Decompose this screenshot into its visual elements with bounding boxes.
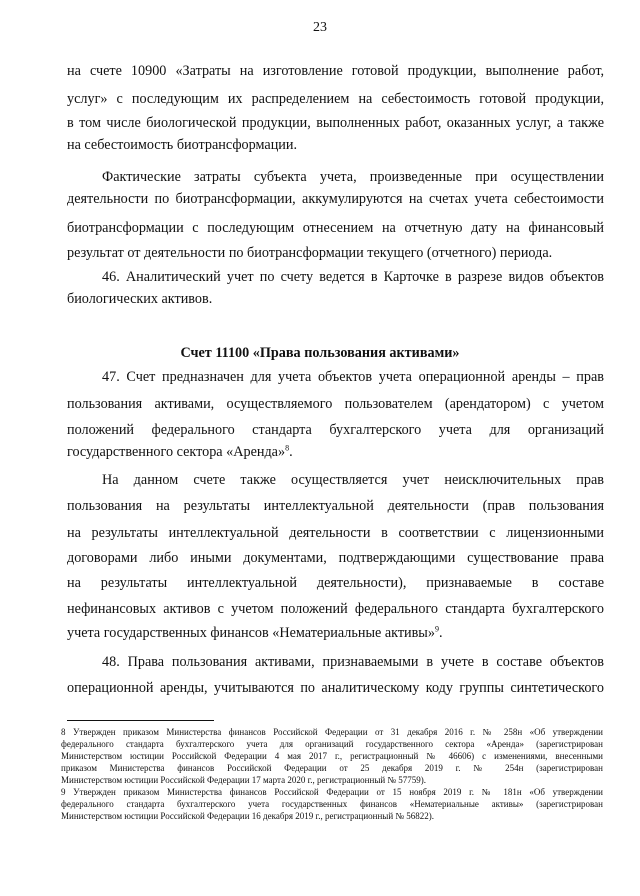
section-heading: Счет 11100 «Права пользования активами» (180, 345, 460, 361)
text-line: на счете 10900 «Затраты на изготовление готовой продукции, выполнение работ, (67, 63, 604, 79)
footnote-line: приказом Министерства финансов Российской Федерации от 25 декабря 2019 г. № 254н (зарегистрирован (61, 763, 603, 773)
text-line: в том числе биологической продукции, выполненных работ, оказанных услуг, а также (67, 115, 604, 131)
text-line: пользования на результаты интеллектуальной деятельности (прав пользования (67, 498, 604, 514)
footnote-ref-9-trailing: . (438, 625, 443, 641)
footnote-line: Министерством юстиции Российской Федерации 16 декабря 2019 г., регистрационный № 56822). (61, 811, 434, 821)
text-line: на результаты интеллектуальной деятельности в соответствии с лицензионными (67, 525, 604, 541)
page-number: 23 (313, 20, 327, 35)
text-line: нефинансовых активов с учетом положений федерального стандарта бухгалтерского (67, 601, 604, 617)
footnote-line: Министерством юстиции Российской Федерации 17 марта 2020 г., регистрационный № 57759). (61, 775, 427, 785)
text-line: договорами либо иными документами, подтверждающими существование права (67, 550, 604, 566)
footnote-ref-8-trailing: . (289, 444, 293, 460)
text-line: 46. Аналитический учет по счету ведется в Карточке в разрезе видов объектов (102, 269, 604, 285)
footnote-line: Министерством юстиции Российской Федерации 4 мая 2017 г., регистрационный № 46606) с изменениями, внесенными (61, 751, 603, 761)
text-line: пользования активами, осуществляемого пользователем (арендатором) с учетом (67, 396, 604, 412)
text-line: деятельности по биотрансформации, аккумулируются на счетах учета себестоимости (67, 191, 604, 207)
text-line: услуг» с последующим их распределением на себестоимость готовой продукции, (67, 91, 604, 107)
footnote-line: федерального стандарта бухгалтерского учета для организаций государственного сектора «Аренда» (зарегистрирован (61, 739, 603, 749)
text-line: 48. Права пользования активами, признаваемыми в учете в составе объектов (102, 654, 604, 670)
footnote-line: 9 Утвержден приказом Министерства финансов Российской Федерации от 15 ноября 2019 г. № 181н «Об утверждении (61, 787, 603, 797)
text-line: биотрансформации с последующим отнесением на отчетную дату на финансовый (67, 220, 604, 236)
footnote-line: федерального стандарта бухгалтерского учета государственных финансов «Нематериальные активы» (зарегистрирован (61, 799, 603, 809)
text-line: Фактические затраты субъекта учета, произведенные при осуществлении (102, 169, 604, 185)
footnote-separator (67, 720, 214, 721)
text-line: результат от деятельности по биотрансформации текущего (отчетного) периода. (67, 245, 553, 261)
footnote-line: 8 Утвержден приказом Министерства финансов Российской Федерации от 31 декабря 2016 г. № 258н «Об утверждении (61, 727, 603, 737)
footnote-ref-9: 9 (434, 624, 439, 634)
text-line (67, 624, 604, 642)
text-line: положений федерального стандарта бухгалтерского учета для организаций (67, 422, 604, 438)
text-line: на результаты интеллектуальной деятельности), признаваемые в составе (67, 575, 604, 591)
text-line: На данном счете также осуществляется учет неисключительных прав (102, 472, 604, 488)
text-line: на себестоимость биотрансформации. (67, 137, 298, 153)
text-line (67, 443, 604, 461)
text-line: операционной аренды, учитываются по аналитическому коду группы синтетического (67, 680, 604, 696)
text-line-content: государственного сектора «Аренда» (67, 444, 286, 460)
footnote-ref-8: 8 (285, 443, 290, 453)
text-line: биологических активов. (67, 291, 213, 307)
text-line-content: учета государственных финансов «Нематериальные активы» (67, 625, 435, 641)
text-line: 47. Счет предназначен для учета объектов учета операционной аренды – прав (102, 369, 604, 385)
